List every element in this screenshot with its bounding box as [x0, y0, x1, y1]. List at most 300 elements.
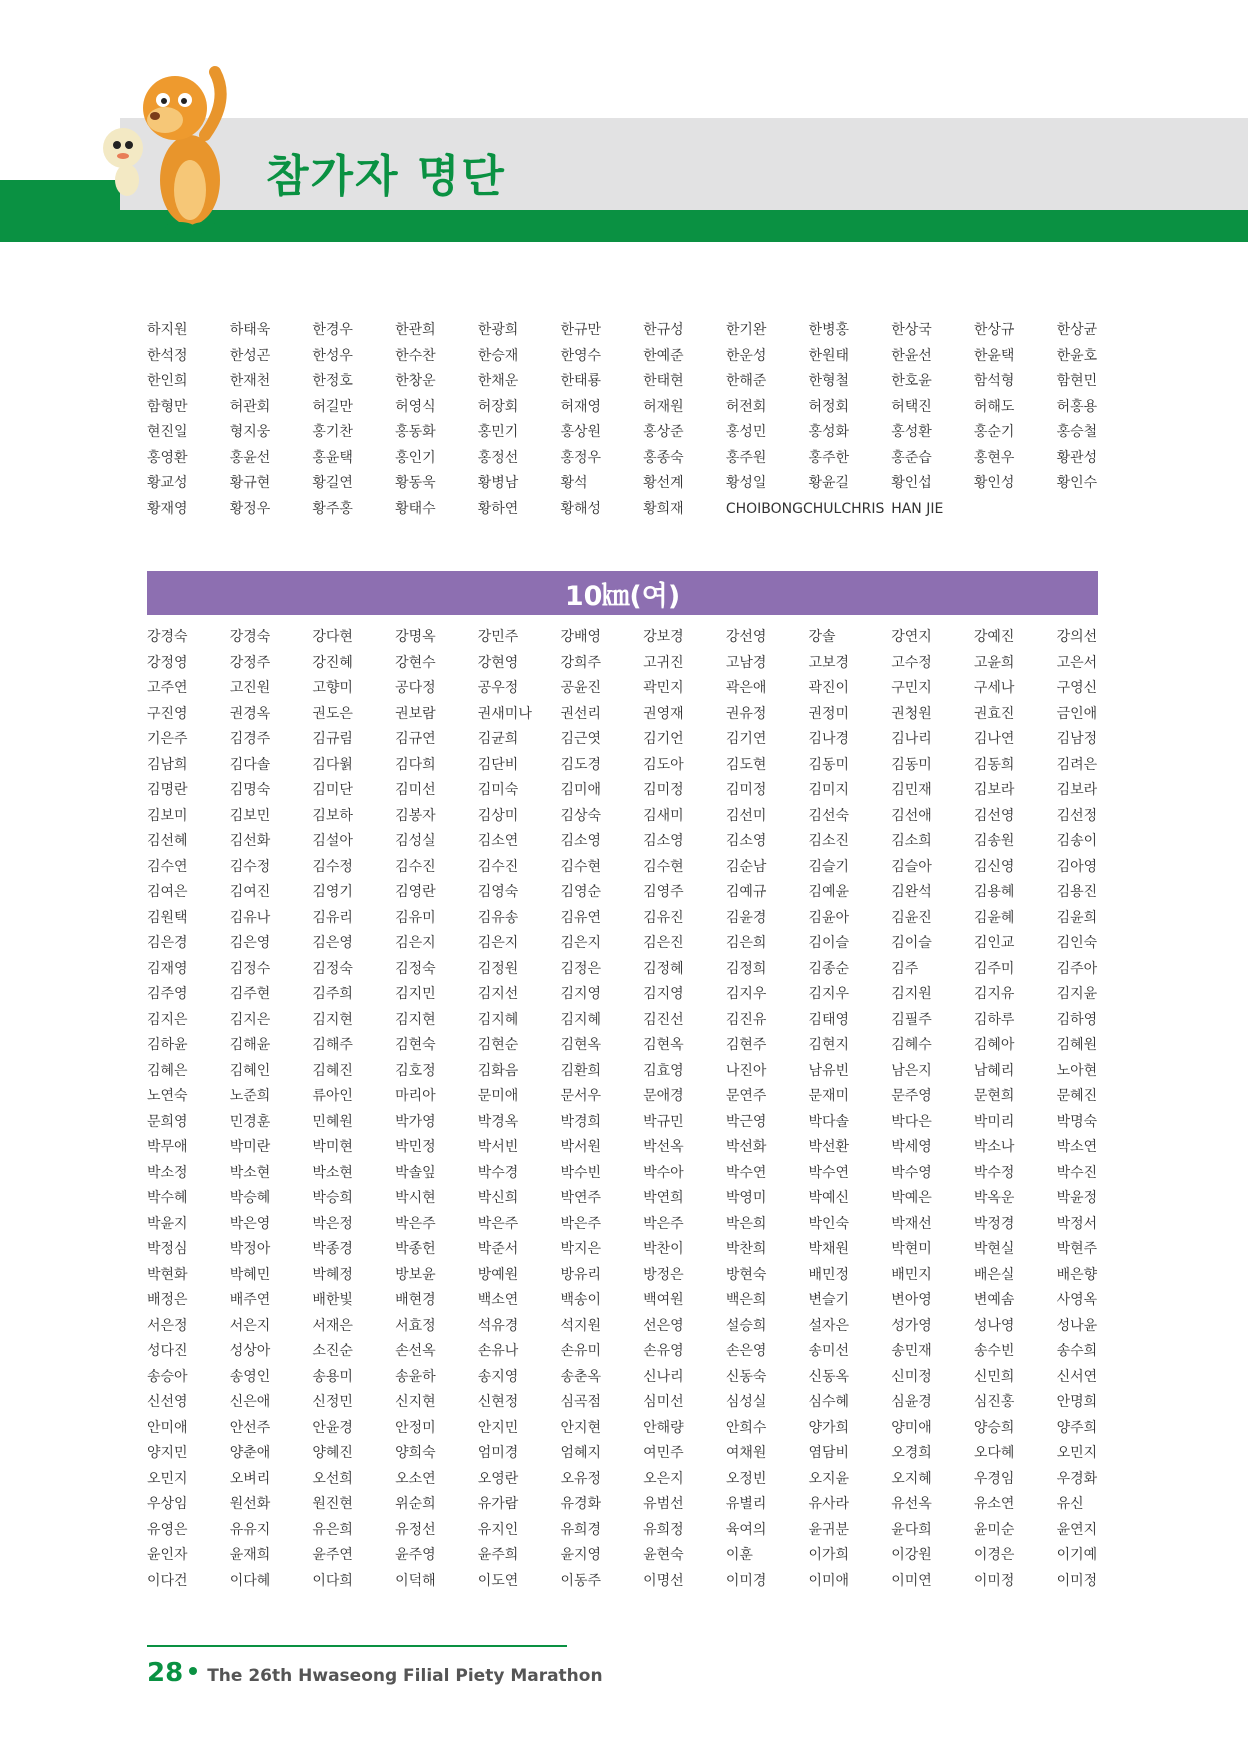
- participant-name: 김주아: [1056, 960, 1098, 977]
- participant-name: 김은지: [560, 935, 602, 951]
- participant-name: 윤현숙: [643, 1547, 684, 1563]
- participant-name: 유가람: [477, 1496, 519, 1512]
- participant-name: 강솔: [808, 629, 836, 645]
- participant-name: 한태룡: [560, 373, 602, 389]
- participant-name: 신지현: [395, 1394, 436, 1410]
- participant-name: 박연희: [643, 1190, 684, 1206]
- participant-name: 박예은: [891, 1190, 932, 1206]
- participant-name: 권영재: [643, 705, 684, 722]
- participant-name: 김지혜: [477, 1011, 519, 1028]
- participant-name: 심수혜: [808, 1394, 850, 1410]
- participant-name: 배민지: [891, 1266, 932, 1283]
- participant-name: 심성실: [725, 1394, 767, 1410]
- participant-name: 고은서: [1056, 654, 1098, 671]
- participant-name: 유소연: [973, 1496, 1015, 1512]
- participant-name: 허재영: [560, 398, 602, 415]
- participant-name: 사영옥: [1056, 1292, 1098, 1308]
- participant-name: 홍성민: [725, 424, 767, 440]
- participant-name: 허장회: [477, 398, 519, 415]
- participant-name: 김정수: [229, 960, 271, 977]
- participant-name: 고주연: [147, 680, 188, 696]
- participant-name: 홍민기: [477, 424, 519, 440]
- participant-name: 이강원: [891, 1547, 932, 1563]
- participant-name: 한규만: [560, 322, 602, 338]
- participant-name: 강경숙: [147, 629, 188, 645]
- participant-name: [1057, 497, 1140, 523]
- participant-name: 신서연: [1056, 1368, 1098, 1385]
- participant-name: [809, 497, 892, 523]
- participant-name: 오지혜: [891, 1470, 932, 1487]
- participant-name: 설승희: [725, 1317, 767, 1334]
- participant-name: 김다웕: [312, 756, 353, 773]
- participant-name: 박수영: [891, 1164, 932, 1181]
- participant-name: 노준희: [229, 1088, 271, 1104]
- participant-name: 배민정: [808, 1266, 850, 1283]
- participant-name: 김여은: [147, 884, 188, 900]
- participant-name: 이경은: [973, 1547, 1015, 1563]
- participant-name: 김나경: [808, 731, 850, 747]
- participant-name: 곽민지: [643, 680, 684, 696]
- participant-name: 유신: [1056, 1496, 1084, 1512]
- participant-name: 허재원: [643, 398, 684, 415]
- participant-name: 김현주: [725, 1037, 767, 1053]
- participant-name: 김미숙: [477, 782, 519, 798]
- participant-name: 엄혜지: [560, 1445, 602, 1461]
- participant-name: 배은향: [1056, 1266, 1098, 1283]
- participant-name: 박신희: [477, 1190, 519, 1206]
- participant-name: 류아인: [312, 1088, 353, 1104]
- participant-name: 양주희: [1056, 1419, 1098, 1436]
- participant-name: 이다혜: [229, 1572, 271, 1589]
- participant-name: 김하루: [973, 1011, 1015, 1028]
- participant-name: 홍영환: [147, 449, 188, 466]
- participant-name: 김미정: [725, 782, 767, 798]
- participant-name: 이기예: [1056, 1547, 1098, 1563]
- participant-name: 서은지: [229, 1317, 271, 1334]
- participant-name: 배주연: [229, 1292, 271, 1308]
- participant-name: 민혜원: [312, 1113, 353, 1130]
- participant-name: 박소현: [229, 1164, 271, 1181]
- publication-title: The 26th Hwaseong Filial Piety Marathon: [207, 1666, 603, 1686]
- participant-name: 김나리: [891, 731, 932, 747]
- participant-name: 김수연: [147, 858, 188, 875]
- participant-name: CHOIBONGCHULCHRIS: [725, 500, 885, 517]
- participant-name: 김주: [891, 960, 919, 977]
- participant-name: 김유연: [560, 909, 602, 926]
- participant-name: 박윤지: [147, 1215, 188, 1232]
- participant-name: 김도아: [643, 756, 684, 773]
- participant-name: 김동미: [891, 756, 932, 773]
- participant-name: 김새미: [643, 807, 684, 824]
- participant-name: 오정빈: [725, 1470, 767, 1487]
- participant-name: 박경옥: [477, 1113, 519, 1130]
- participant-name: 변예솜: [973, 1292, 1015, 1308]
- participant-name: 김예윤: [808, 884, 850, 900]
- participant-name: 윤주희: [477, 1547, 519, 1563]
- participant-list-10km-women: [147, 625, 1097, 1594]
- participant-name: 박규민: [643, 1113, 684, 1130]
- participant-name: 박혜정: [312, 1266, 353, 1283]
- participant-name: 문혜진: [1056, 1088, 1098, 1104]
- participant-name: 박승혜: [229, 1190, 271, 1206]
- participant-name: 유정선: [395, 1521, 436, 1538]
- participant-name: 홍주한: [808, 449, 850, 466]
- participant-name: 방예원: [477, 1266, 519, 1283]
- participant-name: 이가희: [808, 1547, 850, 1563]
- participant-name: 한윤택: [973, 347, 1015, 364]
- participant-name: 문미애: [477, 1088, 519, 1104]
- participant-name: 공우정: [477, 680, 519, 696]
- participant-name: 김지우: [725, 986, 767, 1002]
- participant-name: 이명선: [643, 1572, 684, 1589]
- participant-name: 이미정: [973, 1572, 1015, 1589]
- participant-name: 김현옥: [643, 1037, 684, 1053]
- participant-name: 박영미: [725, 1190, 767, 1206]
- participant-name: 한광희: [477, 322, 519, 338]
- participant-name: 이미애: [808, 1572, 850, 1589]
- participant-name: 박현실: [973, 1241, 1015, 1257]
- participant-name: 김윤진: [891, 909, 932, 926]
- participant-name: 한병홍: [808, 322, 850, 338]
- participant-name: 김은지: [395, 935, 436, 951]
- participant-name: 강예진: [973, 629, 1015, 645]
- participant-name: 박수아: [643, 1164, 684, 1181]
- participant-name: 오영란: [477, 1470, 519, 1487]
- participant-name: 김다희: [395, 756, 436, 773]
- participant-name: 김지혜: [560, 1011, 602, 1028]
- participant-name: 형지웅: [229, 424, 271, 440]
- participant-name: 박근영: [725, 1113, 767, 1130]
- participant-name: 손유영: [643, 1343, 684, 1359]
- participant-name: 고남경: [725, 654, 767, 671]
- participant-name: 김영숙: [477, 884, 519, 900]
- participant-name: 구민지: [891, 680, 932, 696]
- participant-name: 여채원: [725, 1445, 767, 1461]
- participant-name: 한해준: [725, 373, 767, 389]
- participant-name: 서재은: [312, 1317, 353, 1334]
- participant-name: 손유미: [560, 1343, 602, 1359]
- participant-name: 강현수: [395, 654, 436, 671]
- participant-name: 백소연: [477, 1292, 519, 1308]
- participant-name: 김아영: [1056, 858, 1098, 875]
- participant-name: 김필주: [891, 1011, 932, 1028]
- participant-name: 김태영: [808, 1011, 850, 1028]
- participant-name: 김정혜: [643, 960, 684, 977]
- participant-name: 손선옥: [395, 1343, 436, 1359]
- participant-name: 김상미: [477, 807, 519, 824]
- participant-name: 김려은: [1056, 756, 1098, 773]
- participant-name: 김수진: [395, 858, 436, 875]
- participant-name: 한원태: [808, 347, 850, 364]
- participant-name: 이도연: [477, 1572, 519, 1589]
- participant-name: 김설아: [312, 833, 353, 849]
- participant-name: 윤귀분: [808, 1521, 850, 1538]
- participant-name: 김선화: [229, 833, 271, 849]
- participant-name: 설자은: [808, 1317, 850, 1334]
- participant-name: 김선숙: [808, 807, 850, 824]
- participant-name: 김영순: [560, 884, 602, 900]
- participant-name: 김동희: [973, 756, 1015, 773]
- participant-name: 박솔잎: [395, 1164, 436, 1181]
- participant-name: 황인성: [973, 475, 1015, 491]
- participant-name: 성가영: [891, 1317, 932, 1334]
- participant-name: 김동미: [808, 756, 850, 773]
- participant-name: 김지윤: [1056, 986, 1098, 1002]
- participant-name: 한창운: [395, 373, 436, 389]
- participant-name: 김윤혜: [973, 909, 1015, 926]
- participant-name: 김단비: [477, 756, 519, 773]
- participant-name: 변아영: [891, 1292, 932, 1308]
- participant-name: 함현민: [1056, 373, 1098, 389]
- participant-name: 박경희: [560, 1113, 602, 1130]
- participant-name: 염담비: [808, 1445, 850, 1461]
- participant-name: 송용미: [312, 1368, 353, 1385]
- participant-name: 김소연: [477, 833, 519, 849]
- participant-name: 고향미: [312, 680, 353, 696]
- participant-name: 강민주: [477, 629, 519, 645]
- participant-name: 김유리: [312, 909, 353, 926]
- participant-name: 김정은: [560, 960, 602, 977]
- participant-name: 노아현: [1056, 1062, 1098, 1079]
- participant-name: 박소나: [973, 1139, 1015, 1155]
- participant-name: 김소영: [643, 833, 684, 849]
- participant-name: 김현숙: [395, 1037, 436, 1053]
- participant-name: 홍현우: [973, 449, 1015, 466]
- participant-name: 오벼리: [229, 1470, 271, 1487]
- participant-name: 박소현: [312, 1164, 353, 1181]
- participant-name: 김지은: [229, 1011, 271, 1028]
- participant-name: 문재미: [808, 1088, 850, 1104]
- participant-name: 남유빈: [808, 1062, 850, 1079]
- participant-name: 박혜민: [229, 1266, 271, 1283]
- participant-name: 박서원: [560, 1139, 602, 1155]
- participant-name: 선은영: [643, 1317, 684, 1334]
- participant-name: 홍승철: [1056, 424, 1098, 440]
- participant-name: 손은영: [725, 1343, 767, 1359]
- participant-name: 황길연: [312, 475, 353, 491]
- participant-name: 성나윤: [1056, 1317, 1098, 1334]
- participant-name: 황해성: [560, 500, 602, 517]
- participant-name: 김은진: [643, 935, 684, 951]
- participant-name: 변슬기: [808, 1292, 850, 1308]
- participant-name: 남혜리: [973, 1062, 1015, 1079]
- page-title: 참가자 명단: [266, 151, 506, 202]
- participant-name: 김원택: [147, 909, 188, 926]
- participant-name: 한수찬: [395, 347, 436, 364]
- participant-name: 김다솔: [229, 756, 271, 773]
- participant-name: 박종경: [312, 1241, 353, 1257]
- participant-name: 박정경: [973, 1215, 1015, 1232]
- participant-name: 신민희: [973, 1368, 1015, 1385]
- participant-name: 백송이: [560, 1292, 602, 1308]
- participant-name: 양지민: [147, 1445, 188, 1461]
- participant-name: 김경주: [229, 731, 271, 747]
- participant-name: 박시현: [395, 1190, 436, 1206]
- participant-name: 구세나: [973, 680, 1015, 696]
- participant-name: 허정회: [808, 398, 850, 415]
- participant-name: 김보민: [229, 807, 271, 824]
- participant-name: 안해량: [643, 1419, 684, 1436]
- participant-name: 강명옥: [395, 629, 436, 645]
- participant-name: 현진일: [147, 424, 188, 440]
- participant-name: 김현옥: [560, 1037, 602, 1053]
- participant-name: 김지선: [477, 986, 519, 1002]
- participant-name: 김정숙: [395, 960, 436, 977]
- participant-name: 박은희: [725, 1215, 767, 1232]
- participant-name: 박수빈: [560, 1164, 602, 1181]
- footer-divider: [147, 1645, 567, 1647]
- participant-name: 김봉자: [395, 807, 436, 824]
- participant-name: 유별리: [725, 1496, 767, 1512]
- participant-name: 하지원: [147, 322, 188, 338]
- participant-name: 홍주원: [725, 449, 767, 466]
- participant-name: 박정서: [1056, 1215, 1098, 1232]
- participant-name: 허관회: [229, 398, 271, 415]
- participant-name: 김근엿: [560, 731, 602, 747]
- participant-name: 김미선: [395, 782, 436, 798]
- participant-name: 박무애: [147, 1139, 188, 1155]
- participant-name: 황태수: [395, 500, 436, 517]
- participant-name: 황인수: [1056, 475, 1098, 491]
- participant-name: 한성곤: [229, 347, 271, 364]
- participant-name: 유희정: [643, 1521, 684, 1538]
- participant-name: 윤주영: [395, 1547, 436, 1563]
- participant-name: 석지원: [560, 1317, 602, 1334]
- participant-name: 김송원: [973, 833, 1015, 849]
- participant-name: 강진혜: [312, 654, 353, 671]
- participant-name: 송민재: [891, 1343, 932, 1359]
- participant-name: 한규성: [643, 322, 684, 338]
- participant-name: 원선화: [229, 1496, 271, 1512]
- participant-name: 김용혜: [973, 884, 1015, 900]
- participant-name: 한영수: [560, 347, 602, 364]
- participant-name: 김환희: [560, 1062, 602, 1079]
- participant-name: 박채원: [808, 1241, 850, 1257]
- participant-name: 황선계: [643, 475, 684, 491]
- participant-name: 김성실: [395, 833, 436, 849]
- participant-name: 고보경: [808, 654, 850, 671]
- participant-name: 문서우: [560, 1088, 602, 1104]
- participant-name: 강선영: [725, 629, 767, 645]
- participant-name: 김선정: [1056, 807, 1098, 824]
- participant-name: 김은영: [312, 935, 353, 951]
- page-number: 28: [147, 1658, 184, 1688]
- participant-name: 김소영: [725, 833, 767, 849]
- participant-name: 이덕해: [395, 1572, 436, 1589]
- participant-name: 권선리: [560, 705, 602, 722]
- participant-name: 신정민: [312, 1394, 353, 1410]
- participant-name: 오다혜: [973, 1445, 1015, 1461]
- participant-name: 박다솔: [808, 1113, 850, 1130]
- participant-name: 한태현: [643, 373, 684, 389]
- participant-name: 강다현: [312, 629, 353, 645]
- participant-name: 박옥운: [973, 1190, 1015, 1206]
- participant-name: 위순희: [395, 1496, 436, 1512]
- participant-name: 고수정: [891, 654, 932, 671]
- participant-name: 송영인: [229, 1368, 271, 1385]
- participant-name: 윤재희: [229, 1547, 271, 1563]
- participant-name: 박미란: [229, 1139, 271, 1155]
- participant-name: 박소연: [1056, 1139, 1098, 1155]
- participant-name: 심곡점: [560, 1394, 602, 1410]
- participant-name: 박수진: [1056, 1164, 1098, 1181]
- participant-name: 김혜수: [891, 1037, 932, 1053]
- participant-name: 박은주: [560, 1215, 602, 1232]
- participant-name: 김선애: [891, 807, 932, 824]
- participant-name: 함형만: [147, 398, 188, 415]
- participant-name: 김윤경: [725, 909, 767, 926]
- participant-name: 김하윤: [147, 1037, 188, 1053]
- participant-name: 여민주: [643, 1445, 684, 1461]
- participant-name: 양승희: [973, 1419, 1015, 1436]
- participant-name: 이미정: [1056, 1572, 1098, 1589]
- participant-name: 김명란: [147, 782, 188, 798]
- participant-name: 기은주: [147, 731, 188, 747]
- participant-name: 김혜은: [147, 1062, 188, 1079]
- participant-name: 문애경: [643, 1088, 684, 1104]
- participant-name: 김해윤: [229, 1037, 271, 1053]
- participant-name: 박수정: [973, 1164, 1015, 1181]
- participant-name: 박미리: [973, 1113, 1015, 1130]
- participant-name: 김민재: [891, 782, 932, 798]
- participant-name: 양혜진: [312, 1445, 353, 1461]
- section-header-10km-women: 10㎞(여): [147, 571, 1098, 615]
- participant-name: 김보하: [312, 807, 353, 824]
- participant-name: 한윤선: [891, 347, 932, 364]
- participant-name: 백은희: [725, 1292, 767, 1308]
- participant-name: 강보경: [643, 629, 684, 645]
- participant-name: 강정영: [147, 654, 188, 671]
- participant-name: 이다건: [147, 1572, 188, 1589]
- participant-name: 유사라: [808, 1496, 850, 1512]
- participant-name: 김수정: [229, 858, 271, 875]
- participant-name: 박지은: [560, 1241, 602, 1257]
- participant-name: 우경화: [1056, 1470, 1098, 1487]
- participant-name: 한형철: [808, 373, 850, 389]
- participant-name: 김슬아: [891, 858, 932, 875]
- participant-name: 김명숙: [229, 782, 271, 798]
- participant-name: 한상균: [1056, 322, 1098, 338]
- participant-name: 허전회: [725, 398, 767, 415]
- participant-name: 문현희: [973, 1088, 1015, 1104]
- participant-name: 한승재: [477, 347, 519, 364]
- participant-name: 김균희: [477, 731, 519, 747]
- participant-name: 박찬희: [725, 1241, 767, 1257]
- participant-name: 김보라: [973, 782, 1015, 798]
- participant-name: 홍기찬: [312, 424, 353, 440]
- participant-name: 김주미: [973, 960, 1015, 977]
- participant-name: 황재영: [147, 500, 188, 517]
- participant-name: 마리아: [395, 1088, 436, 1104]
- participant-name: 엄미경: [477, 1445, 519, 1461]
- participant-list-top: [147, 318, 1097, 522]
- participant-name: 김정원: [477, 960, 519, 977]
- participant-name: 홍준습: [891, 449, 932, 466]
- participant-name: 우상임: [147, 1496, 188, 1512]
- participant-name: 우경임: [973, 1470, 1015, 1487]
- participant-name: 신나리: [643, 1368, 684, 1385]
- participant-name: 김소희: [891, 833, 932, 849]
- participant-name: 오지윤: [808, 1470, 850, 1487]
- participant-name: 안선주: [229, 1419, 271, 1436]
- participant-name: 배정은: [147, 1292, 188, 1308]
- participant-name: 김유미: [395, 909, 436, 926]
- participant-name: 박세영: [891, 1139, 932, 1155]
- participant-name: 이동주: [560, 1572, 602, 1589]
- mascot-illustration: [95, 60, 245, 235]
- participant-name: 안윤경: [312, 1419, 353, 1436]
- participant-name: 박민정: [395, 1139, 436, 1155]
